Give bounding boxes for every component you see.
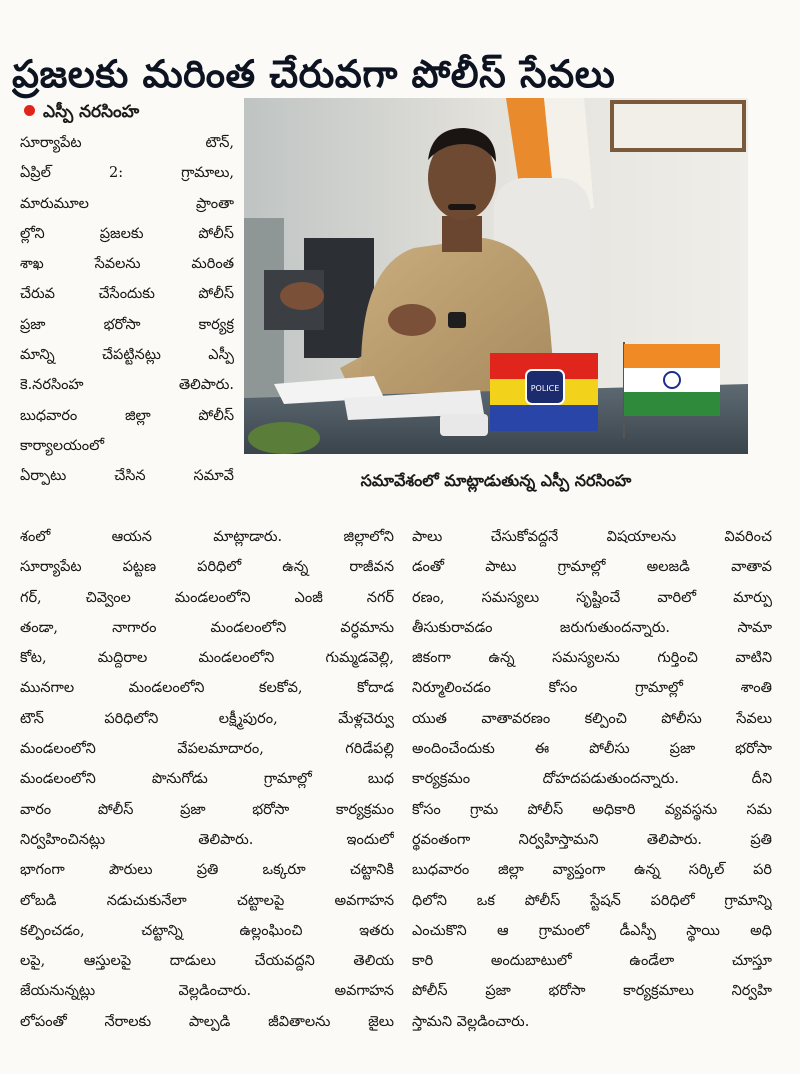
body-text-line: యుత వాతావరణం కల్పించి పోలీసు సేవలు <box>412 710 772 727</box>
body-text-line: భాగంగా పౌరులు ప్రతి ఒక్కరూ చట్టానికి <box>20 862 394 879</box>
body-text-line: లపై, ఆస్తులపై దాడులు చేయవద్దని తెలియ <box>20 953 394 970</box>
body-text-line: జేయనున్నట్లు వెల్లడించారు. అవగాహన <box>20 983 394 1000</box>
wristwatch-icon <box>448 312 466 328</box>
body-text-line: కోట, మద్దిరాల మండలంలోని గుమ్మడవెల్లి, <box>20 650 394 667</box>
body-text-line: మునగాల మండలంలోని కలకోవ, కోదాడ <box>20 680 394 697</box>
article-photo <box>244 98 748 454</box>
body-text-line: రణం, సమస్యలు సృష్టించే వారిలో మార్పు <box>412 589 772 606</box>
body-text-line: కారి అందుబాటులో ఉండేలా చూస్తూ <box>412 953 772 970</box>
body-text-line: ల్లోని ప్రజలకు పోలీస్ <box>20 225 234 242</box>
body-text-line: చేరువ చేసేందుకు పోలీస్ <box>20 286 234 303</box>
body-text-line: ర్థవంతంగా నిర్వహిస్తామని తెలిపారు. ప్రతి <box>412 831 772 848</box>
body-text-line: పోలీస్ ప్రజా భరోసా కార్యక్రమాలు నిర్వహి <box>412 983 772 1000</box>
body-column-right <box>412 522 772 1037</box>
body-text-line: శాఖ సేవలను మరింత <box>20 256 234 273</box>
wall-frame-icon <box>612 102 744 150</box>
body-text-line: అందించేందుకు ఈ పోలీసు ప్రజా భరోసా <box>412 741 772 758</box>
body-text-line: కార్యక్రమం దోహదపడుతుందన్నారు. దీని <box>412 771 772 788</box>
body-text-line: సూర్యాపేట పట్టణ పరిధిలో ఉన్న రాజీవన <box>20 559 394 576</box>
officer-hand-left <box>280 282 324 310</box>
body-text-line: బుధవారం జిల్లా వ్యాప్తంగా ఉన్న సర్కిల్ పరి <box>412 862 772 879</box>
body-text-line: పాలు చేసుకోవద్దనే విషయాలను వివరించ <box>412 529 772 545</box>
article-headline: ప్రజలకు మరింత చేరువగా పోలీస్ సేవలు <box>12 52 616 97</box>
byline <box>24 98 139 126</box>
body-text-line: జికంగా ఉన్న సమస్యలను గుర్తించి వాటిని <box>412 650 772 667</box>
body-text-line: మండలంలోని వేపలమాదారం, గరిడేపల్లి <box>20 741 394 758</box>
body-text-line: కల్పించడం, చట్టాన్ని ఉల్లంఘించి ఇతరు <box>20 922 394 939</box>
officer-hand-right <box>388 304 436 336</box>
body-text-line: మండలంలోని పొనుగోడు గ్రామాల్లో బుధ <box>20 771 394 788</box>
body-text-line: ఏర్పాటు చేసిన సమావే <box>20 468 234 485</box>
body-text-line: ధిలోని ఒక పోలీస్ స్టేషన్ పరిధిలో గ్రామాన్ని <box>412 892 772 909</box>
body-text-line: మాన్ని చేపట్టినట్లు ఎస్పీ <box>20 347 234 364</box>
body-text-line: తండా, నాగారం మండలంలోని వర్ధమాను <box>20 619 394 636</box>
body-text-line: శంలో ఆయన మాట్లాడారు. జిల్లాలోని <box>20 529 394 545</box>
body-column-left <box>20 522 394 1037</box>
body-text-line: నిర్మూలించడం కోసం గ్రామాల్లో శాంతి <box>412 680 772 697</box>
desk-plant <box>248 422 320 454</box>
photo-caption: సమావేశంలో మాట్లాడుతున్న ఎస్పీ నరసింహ <box>360 471 632 490</box>
body-text-line: ఎంచుకొని ఆ గ్రామంలో డీఎస్పీ స్థాయి అధి <box>412 922 772 939</box>
body-text-line: టౌన్ పరిధిలోని లక్ష్మీపురం, మేళ్లచెర్వు <box>20 710 394 727</box>
body-text-line: కె.నరసింహ తెలిపారు. <box>20 377 234 394</box>
badge-text: POLICE <box>530 384 560 393</box>
body-text-line: వారం పోలీస్ ప్రజా భరోసా కార్యక్రమం <box>20 801 394 818</box>
body-text-line: గర్, చివ్వెంల మండలంలోని ఎంజీ నగర్ <box>20 589 394 606</box>
body-text-line: డంతో పాటు గ్రామాల్లో అలజడి వాతావ <box>412 559 772 576</box>
body-text-line: కోసం గ్రామ పోలీస్ అధికారి వ్యవస్థను సమ <box>412 801 772 818</box>
india-flag <box>624 344 720 368</box>
body-text-line: కార్యాలయంలో <box>20 437 104 454</box>
bullet-dot-icon <box>24 105 35 116</box>
body-text-line: మారుమూల ప్రాంతా <box>20 195 234 212</box>
body-text-line: సూర్యాపేట టౌన్, <box>20 135 234 151</box>
body-text-line: లోపంతో నేరాలకు పాల్పడి జీవితాలను జైలు <box>20 1013 394 1030</box>
body-text-line: బుధవారం జిల్లా పోలీస్ <box>20 407 234 424</box>
body-text-line: ఏప్రిల్ 2: గ్రామాలు, <box>20 165 234 182</box>
body-text-line: స్తామని వెల్లడించారు. <box>412 1013 530 1030</box>
body-text-line: లోబడి నడుచుకునేలా చట్టాలపై అవగాహన <box>20 892 394 909</box>
body-text-line: తీసుకురావడం జరుగుతుందన్నారు. సామా <box>412 619 772 636</box>
body-column-top <box>20 128 234 492</box>
officer-photo-illustration <box>244 98 748 454</box>
byline-name: ఎస్పీ నరసింహ <box>43 102 140 122</box>
body-text-line: నిర్వహించినట్లు తెలిపారు. ఇందులో <box>20 831 394 848</box>
body-text-line: ప్రజా భరోసా కార్యక్ర <box>20 316 234 333</box>
